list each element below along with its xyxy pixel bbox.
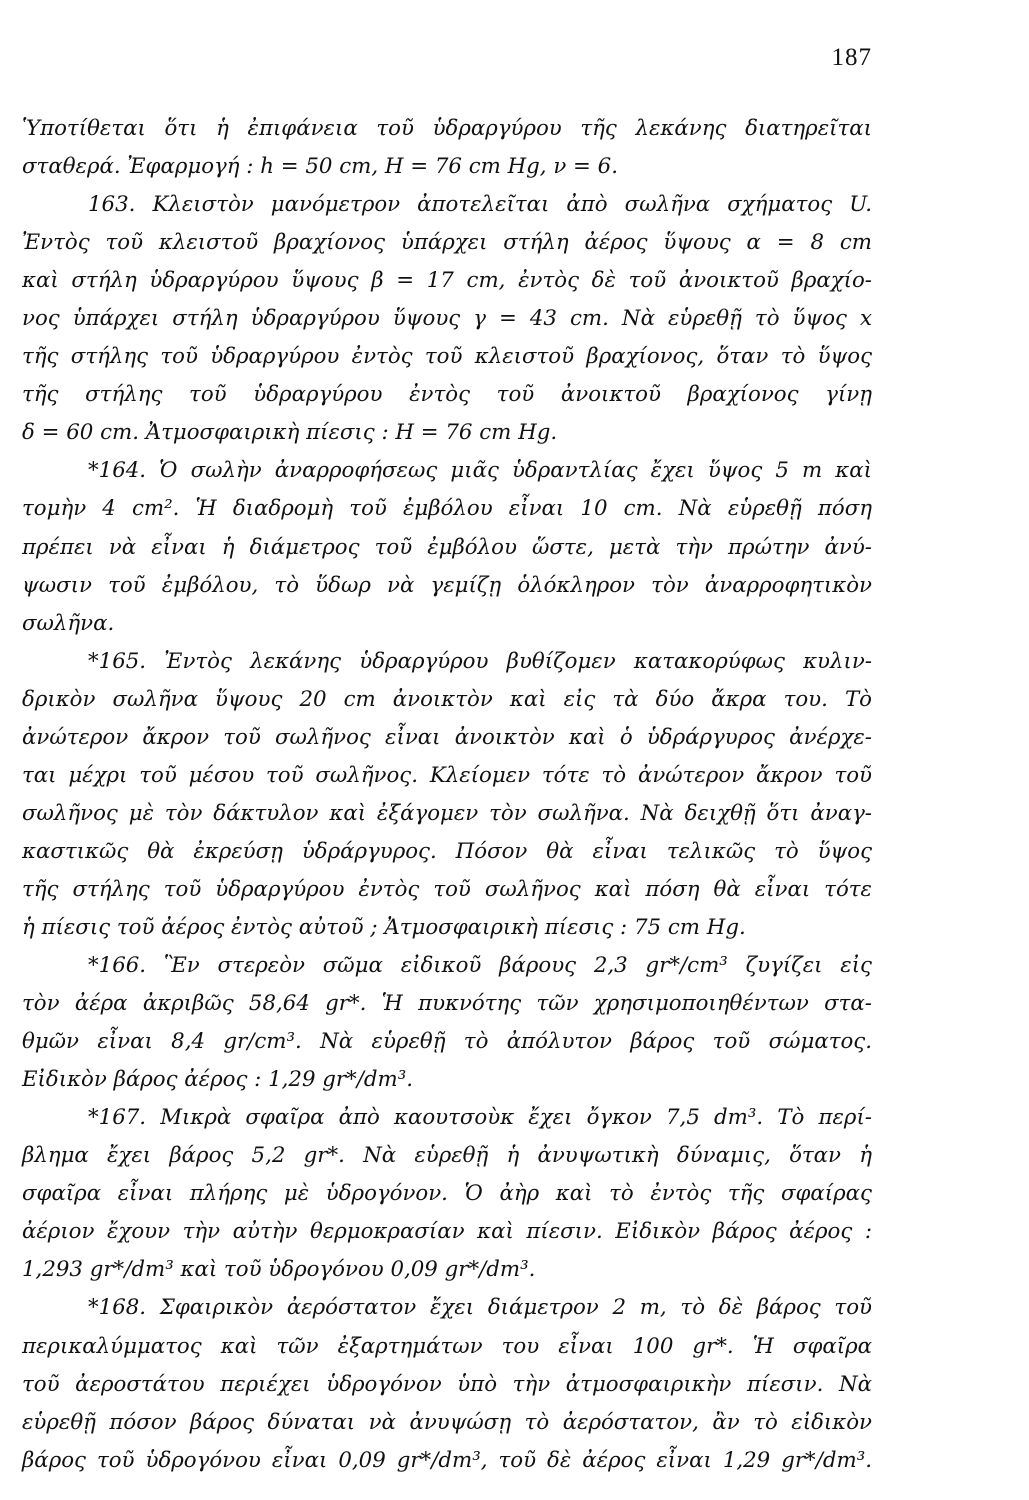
text-line: τομὴν 4 cm². Ἡ διαδρομὴ τοῦ ἐμβόλου εἶναι 10 cm. Νὰ εὑρεθῇ πόση [22,496,872,522]
page-number: 187 [831,44,872,71]
text-line: πρέπει νὰ εἶναι ἡ διάμετρος τοῦ ἐμβόλου ὥστε, μετὰ τὴν πρώτην ἀνύ- [22,534,872,560]
text-line: εὑρεθῇ πόσον βάρος δύναται νὰ ἀνυψώσῃ τὸ ἀερόστατον, ἂν τὸ εἰδικὸν [22,1409,872,1435]
text-line: σωλῆνος μὲ τὸν δάκτυλον καὶ ἐξάγομεν τὸν σωλῆνα. Νὰ δειχθῇ ὅτι ἀναγ- [22,800,872,826]
problem-168-start: *168. Σφαιρικὸν ἀερόστατον ἔχει διάμετρον 2 m, τὸ δὲ βάρος τοῦ [88,1295,872,1321]
text-line: τοῦ ἀεροστάτου περιέχει ὑδρογόνον ὑπὸ τὴν ἀτμοσφαιρικὴν πίεσιν. Νὰ [22,1371,872,1397]
problem-164-start: *164. Ὁ σωλὴν ἀναρροφήσεως μιᾶς ὑδραντλίας ἔχει ὕψος 5 m καὶ [88,458,872,484]
text-line: ἀέριον ἔχουν τὴν αὐτὴν θερμοκρασίαν καὶ πίεσιν. Εἰδικὸν βάρος ἀέρος : [22,1219,872,1245]
text-line: Εἰδικὸν βάρος ἀέρος : 1,29 gr*/dm³. [22,1067,414,1093]
text-line: Ὑποτίθεται ὅτι ἡ ἐπιφάνεια τοῦ ὑδραργύρου τῆς λεκάνης διατηρεῖται [22,116,872,141]
page-body-text [22,110,872,1480]
problem-166-start: *166. Ἓν στερεὸν σῶμα εἰδικοῦ βάρους 2,3 gr*/cm³ ζυγίζει εἰς [88,953,872,979]
problem-167-start: *167. Μικρὰ σφαῖρα ἀπὸ καουτσοὺκ ἔχει ὄγκον 7,5 dm³. Τὸ περί- [88,1105,872,1131]
text-line: τῆς στήλης τοῦ ὑδραργύρου ἐντὸς τοῦ κλειστοῦ βραχίονος, ὅταν τὸ ὕψος [22,344,872,370]
text-line: νος ὑπάρχει στήλη ὑδραργύρου ὕψους γ = 43 cm. Νὰ εὑρεθῇ τὸ ὕψος x [22,306,872,332]
text-line: ται μέχρι τοῦ μέσου τοῦ σωλῆνος. Κλείομεν τότε τὸ ἀνώτερον ἄκρον τοῦ [22,762,872,788]
text-line: σταθερά. Ἐφαρμογή : h = 50 cm, H = 76 cm Hg, ν = 6. [22,154,618,180]
text-line: σφαῖρα εἶναι πλήρης μὲ ὑδρογόνον. Ὁ ἀὴρ καὶ τὸ ἐντὸς τῆς σφαίρας [22,1181,872,1207]
problem-163-start: 163. Κλειστὸν μανόμετρον ἀποτελεῖται ἀπὸ σωλῆνα σχήματος U. [88,192,872,218]
text-line: δ = 60 cm. Ἀτμοσφαιρικὴ πίεσις : H = 76 cm Hg. [22,420,558,446]
text-line: σωλῆνα. [22,610,115,636]
text-line: τῆς στήλης τοῦ ὑδραργύρου ἐντὸς τοῦ ἀνοικτοῦ βραχίονος γίνῃ [22,382,872,408]
text-line: καὶ στήλη ὑδραργύρου ὕψους β = 17 cm, ἐντὸς δὲ τοῦ ἀνοικτοῦ βραχίο- [22,268,872,294]
text-line: βάρος τοῦ ὑδρογόνου εἶναι 0,09 gr*/dm³, τοῦ δὲ ἀέρος εἶναι 1,29 gr*/dm³. [22,1447,872,1473]
text-line: καστικῶς θὰ ἐκρεύσῃ ὑδράργυρος. Πόσον θὰ εἶναι τελικῶς τὸ ὕψος [22,838,872,864]
text-line: περικαλύμματος καὶ τῶν ἐξαρτημάτων του εἶναι 100 gr*. Ἡ σφαῖρα [22,1333,872,1359]
book-page [22,0,872,1500]
text-line: θμῶν εἶναι 8,4 gr/cm³. Νὰ εὑρεθῇ τὸ ἀπόλυτον βάρος τοῦ σώματος. [22,1029,872,1055]
text-line: 1,293 gr*/dm³ καὶ τοῦ ὑδρογόνου 0,09 gr*/dm³. [22,1257,536,1283]
text-line: τὸν ἀέρα ἀκριβῶς 58,64 gr*. Ἡ πυκνότης τῶν χρησιμοποιηθέντων στα- [22,991,872,1017]
problem-165-start: *165. Ἐντὸς λεκάνης ὑδραργύρου βυθίζομεν κατακορύφως κυλιν- [88,648,872,674]
text-line: ἡ πίεσις τοῦ ἀέρος ἐντὸς αὐτοῦ ; Ἀτμοσφαιρικὴ πίεσις : 75 cm Hg. [22,914,746,940]
text-line: τῆς στήλης τοῦ ὑδραργύρου ἐντὸς τοῦ σωλῆνος καὶ πόση θὰ εἶναι τότε [22,876,872,902]
text-line: Ἐντὸς τοῦ κλειστοῦ βραχίονος ὑπάρχει στήλη ἀέρος ὕψους α = 8 cm [22,230,872,256]
text-line: ψωσιν τοῦ ἐμβόλου, τὸ ὕδωρ νὰ γεμίζῃ ὁλόκληρον τὸν ἀναρροφητικὸν [22,572,872,598]
text-line: δρικὸν σωλῆνα ὕψους 20 cm ἀνοικτὸν καὶ εἰς τὰ δύο ἄκρα του. Τὸ [22,686,872,712]
text-line: ἀνώτερον ἄκρον τοῦ σωλῆνος εἶναι ἀνοικτὸν καὶ ὁ ὑδράργυρος ἀνέρχε- [22,724,872,750]
text-line: βλημα ἔχει βάρος 5,2 gr*. Νὰ εὑρεθῇ ἡ ἀνυψωτικὴ δύναμις, ὅταν ἡ [22,1143,872,1169]
